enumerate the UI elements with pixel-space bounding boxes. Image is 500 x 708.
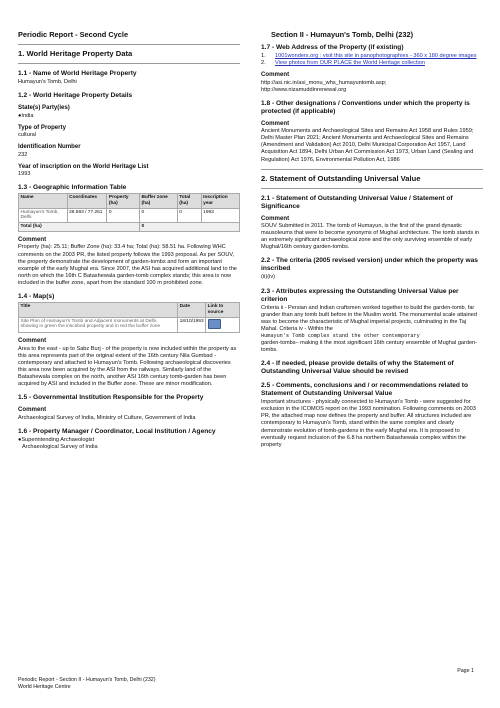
total-label: Total (ha): [19, 223, 140, 232]
comment-label: Comment: [18, 406, 47, 414]
web-links: [261, 53, 483, 67]
web-comment-1: http://asi.nic.in/asi_monu_whs_humayuntomb.asp;: [261, 79, 387, 86]
table-row: [19, 317, 240, 333]
year-value: 1993: [18, 171, 31, 177]
link-1-num: 1.: [261, 53, 266, 59]
s1-6-title: 1.6 - Property Manager / Coordinator, Local Institution / Agency: [18, 427, 216, 435]
s1-2-title: 1.2 - World Heritage Property Details: [18, 92, 133, 100]
table-total-row: [19, 223, 240, 232]
comment-label: Comment: [261, 71, 290, 79]
s2-5-text: Important structures - physically connected to Humayun's Tomb - were suggested for exclusion in the ICOMOS report on the 1993 nomination. Following comments on 2003 PR, the attached map now defines the property and buffer. All structures included are contemporary to Humayun's Tomb, stand within the same complex and clearly demonstrate evolution of tomb-gardens in the early Mughal era. It is proposed to eventually request inclusion of the 6.8 ha northern Batashewala complex within the property: [261, 399, 476, 448]
divider: [18, 63, 240, 64]
cell-coordinates: 28.593 / 77.251: [67, 208, 107, 223]
s1-3-title: 1.3 - Geographic Information Table: [18, 184, 127, 192]
cell-buffer: 0: [139, 208, 177, 223]
th-name: Name: [19, 194, 68, 209]
comment-label: Comment: [18, 236, 47, 244]
page-number: Page 1: [457, 668, 474, 674]
map-title: Site Plan of Humayun's Tomb and Adjacent monuments at Delhi, showing in green the inscribed property and in red the buffer zone: [19, 317, 178, 333]
th-map-title: Title: [19, 303, 178, 318]
list-item: [261, 53, 483, 60]
section-1-title: 1. World Heritage Property Data: [18, 49, 133, 58]
s1-8-comment: Ancient Monuments and Archaeological Sites and Remains Act 1958 and Rules 1959; Delhi Master Plan 2021; Ancient Monuments and Archaeological Sites and Remains (Amendment and Validation) Act 2010, Delhi Municipal Corporation Act 1957, Land Acquisition Act 1894, Delhi Urban Art Commission Act 1973, Urban Land (Sealing and Regulation) Act 1976, Environmental Pollution Act, 1986: [261, 128, 474, 163]
comment-label: Comment: [261, 214, 290, 222]
states-value-item: [18, 113, 240, 120]
cell-property: 0: [107, 208, 140, 223]
map-link-cell[interactable]: [206, 317, 240, 333]
property-name: Humayun's Tomb, Delhi: [18, 79, 77, 85]
link-our-place[interactable]: View photos from OUR PLACE the World Heritage collection: [275, 60, 425, 67]
s2-1-title: 2.1 - Statement of Outstanding Universal Value / Statement of Significance: [261, 194, 453, 210]
geographic-table: [18, 193, 240, 232]
th-buffer: Buffer zone (ha): [139, 194, 177, 209]
link-2-num: 2.: [261, 60, 266, 67]
th-map-link: Link to source: [206, 303, 240, 318]
maps-table: [18, 302, 240, 333]
manager-line1: Superintending Archaeologist: [21, 436, 95, 443]
s2-3-text-b: garden-tombs– making it the most significant 16th century ensemble of Mughal garden-tombs.: [261, 340, 478, 354]
s1-3-comment: Property (ha): 25.11; Buffer Zone (ha): 33.4 ha; Total (ha): 58.51 ha. Following WHC comments on the 2003 PR, the listed property follows the 1993 proposal. As per SOUV, the property demonstrate the development of garden-tombs and form an important example of the early Mughal era. Since 2007, the ASI has acquired additional land to the north on which the 16th C Batashewala garden-tomb complex stands; this area is now included in the buffer zone, apart from the standard 100 m prohibited zone.: [18, 244, 237, 286]
th-map-date: Date: [178, 303, 206, 318]
link-1001wonders[interactable]: 1001wonders.org : visit this site in panophotographies - 360 x 180 degree images: [275, 53, 477, 59]
cell-name: Humayun's Tomb, Delhi: [19, 208, 68, 223]
th-total: Total (ha): [177, 194, 201, 209]
map-date: 18/10/1993: [178, 317, 206, 333]
divider: [18, 44, 240, 45]
cell-inscription: 1993: [201, 208, 239, 223]
right-column: [261, 44, 483, 449]
s1-5-title: 1.5 - Governmental Institution Responsible for the Property: [18, 394, 204, 402]
th-inscription: Inscription year: [201, 194, 239, 209]
s2-4-title: 2.4 - If needed, please provide details of why the Statement of Outstanding Universal Value should be revised: [261, 360, 454, 376]
header-right: Section II - Humayun's Tomb, Delhi (232): [271, 30, 414, 39]
s1-1-title: 1.1 - Name of World Heritage Property: [18, 70, 137, 77]
footer-line1: Periodic Report - Section II - Humayun's Tomb, Delhi (232): [18, 677, 156, 683]
map-link-icon[interactable]: [208, 319, 221, 329]
s2-2-title: 2.2 - The criteria (2005 revised version) under which the property was inscribed: [261, 257, 478, 273]
web-comment-2: http://www.nizamuddinrenewal.org: [261, 86, 347, 93]
s2-3-title: 2.3 - Attributes expressing the Outstanding Universal Value per criterion: [261, 287, 459, 303]
footer: [18, 677, 156, 691]
s2-5-title: 2.5 - Comments, conclusions and / or recommendations related to Statement of Outstanding Universal Value: [261, 382, 469, 398]
s1-5-comment: Archaeological Survey of India, Ministry of Culture, Government of India: [18, 414, 196, 421]
table-row: [19, 208, 240, 223]
bullet-icon: ●: [18, 112, 22, 119]
year-label: Year of inscription on the World Heritage List: [18, 162, 149, 170]
th-coordinates: Coordinates: [67, 194, 107, 209]
divider: [261, 188, 483, 189]
th-property: Property (ha): [107, 194, 140, 209]
comment-label: Comment: [261, 119, 290, 127]
s2-3-text-mono: Humayun's Tomb complex stand the other contemporary: [261, 332, 420, 339]
s2-1-comment: SOUV Submitted in 2011. The tomb of Humayun, is the first of the grand dynastic mausoleums that were to become synonyms of Mughal architecture. The tomb stands in an extremely significant archaeological zone and the only surviving ensemble of early Mughal/16th century garden-tombs.: [261, 223, 480, 251]
s2-3-text-a: Criteria ii - Persian and Indian craftsmen worked together to build the garden-tomb, far grander than any tomb built before in the Muslim world. The monumental scale attained was to become the characteristic of Mughal imperial projects, culminating in the Taj Mahal. Criteria iv - Within the: [261, 304, 477, 332]
states-label: State(s) Party(ies): [18, 104, 70, 112]
comment-label: Comment: [18, 337, 47, 345]
states-value: India: [21, 112, 34, 119]
manager-line1-item: [18, 437, 240, 444]
id-value: 232: [18, 151, 28, 158]
total-value: 0: [139, 223, 239, 232]
bullet-icon: ●: [18, 436, 22, 443]
cell-total: 0: [177, 208, 201, 223]
list-item: [261, 60, 483, 67]
left-column: [18, 44, 240, 451]
divider: [261, 169, 483, 170]
id-label: Identification Number: [18, 143, 81, 151]
s1-4-comment: Area to the east - up to Sabz Burj - of the property is now included within the property as this area represents part of the original extent of the 16th century Nila Gumbad - contemporary and attached to Humayun's Tomb. Following archaeological discoveries this area now been acquired by the ASI from the railways. Similarly land of the Batashewala complex on the north, another ASI 16th century tomb-garden has been acquired by ASI and included in the Buffer zone. These are minor modification.: [18, 345, 237, 388]
criteria-value: (ii)(iv): [261, 274, 275, 281]
type-label: Type of Property: [18, 123, 66, 131]
s2-3-text: [261, 305, 483, 355]
manager-line2: Archaeological Survey of India: [22, 444, 98, 450]
footer-line2: World Heritage Centre: [18, 684, 71, 690]
s1-8-title: 1.8 - Other designations / Conventions under which the property is protected (if applicable): [261, 99, 470, 115]
s1-7-title: 1.7 - Web Address of the Property (if existing): [261, 44, 404, 51]
section-2-title: 2. Statement of Outstanding Universal Value: [261, 173, 421, 183]
s1-4-title: 1.4 - Map(s): [18, 293, 55, 301]
header-left: Periodic Report - Second Cycle: [18, 30, 129, 39]
type-value: cultural: [18, 132, 37, 138]
